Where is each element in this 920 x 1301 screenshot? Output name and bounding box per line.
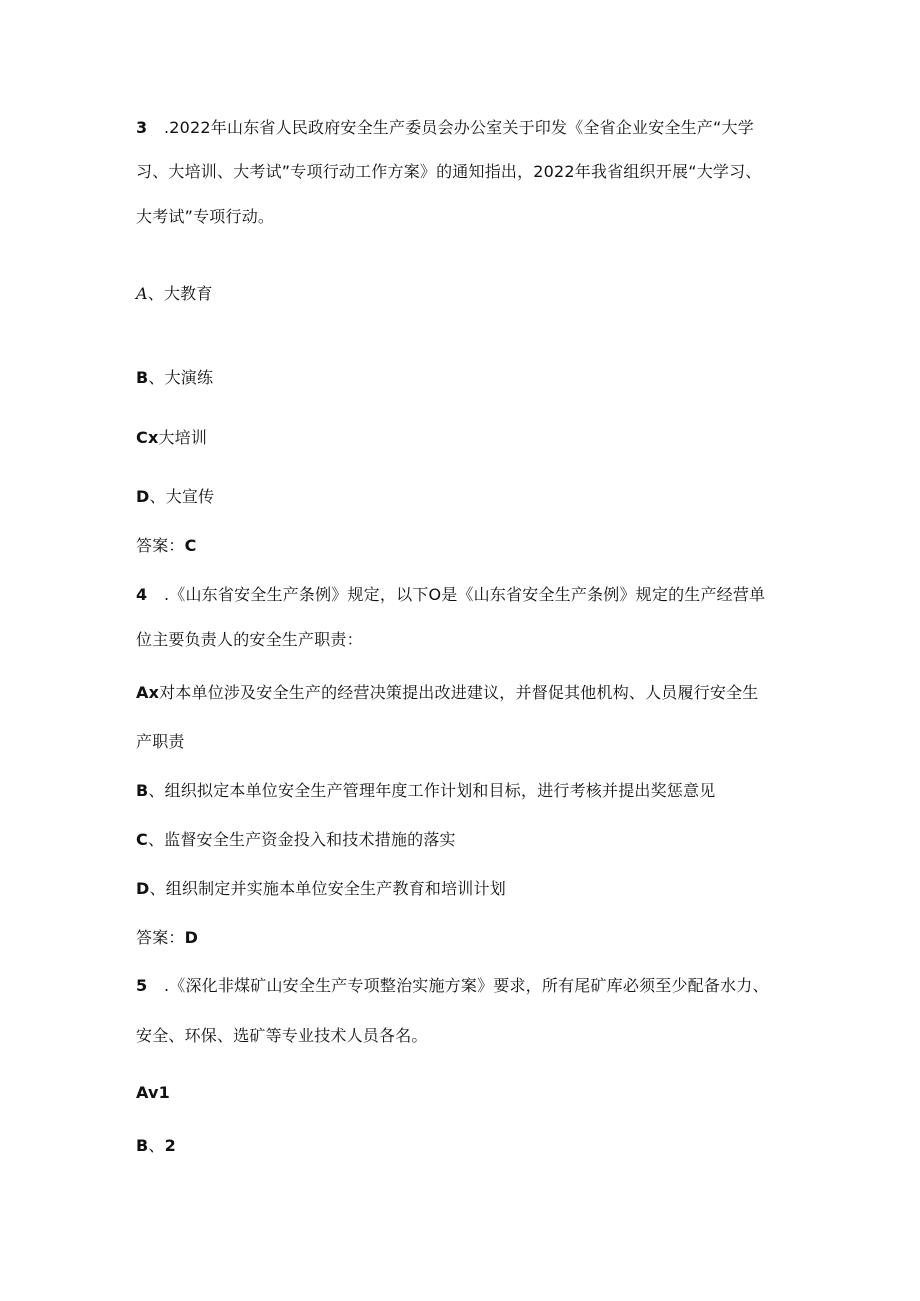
option-sep: 、 [147, 830, 165, 849]
question-text: .《深化非煤矿山安全生产专项整治实施方案》要求，所有尾矿库必须至少配备水力、 [164, 976, 769, 995]
question-4-line-2 [136, 630, 363, 650]
option-label: A [136, 284, 148, 303]
option-label: C [136, 830, 148, 849]
option-text: 大培训 [158, 428, 208, 447]
question-4-line-1 [136, 585, 765, 605]
option-a [136, 284, 213, 304]
question-3-line-2 [136, 162, 762, 182]
option-sep: 、 [148, 1136, 165, 1155]
option-sep: 、 [147, 284, 164, 303]
option-label: Ax [136, 683, 160, 702]
option-text: 对本单位涉及安全生产的经营决策提出改进建议，并督促其他机构、人员履行安全生 [159, 683, 759, 702]
option-text: 监督安全生产资金投入和技术措施的落实 [164, 830, 456, 849]
answer-prefix: 答案： [136, 928, 185, 947]
question-text: 习、大培训、大考试”专项行动工作方案》的通知指出，2022年我省组织开展“大学习、 [136, 162, 762, 181]
answer-value: D [184, 928, 199, 947]
question-number: 3 [136, 118, 148, 137]
answer-line [136, 928, 198, 948]
option-a [136, 683, 759, 703]
option-sep: 、 [149, 487, 166, 506]
question-text: .2022年山东省人民政府安全生产委员会办公室关于印发《全省企业安全生产“大学 [164, 118, 754, 137]
option-b [136, 368, 213, 388]
question-3-line-1 [136, 118, 754, 138]
option-label: B [136, 1136, 149, 1155]
option-d [136, 879, 506, 899]
option-a-continued [136, 732, 185, 752]
question-3-line-3 [136, 207, 274, 227]
option-c [136, 830, 456, 850]
option-b [136, 781, 715, 801]
option-c [136, 428, 207, 448]
option-text: 组织制定并实施本单位安全生产教育和培训计划 [165, 879, 506, 898]
option-label: D [136, 487, 150, 506]
question-text: 位主要负责人的安全生产职责： [136, 630, 363, 649]
option-b [136, 1136, 176, 1156]
option-text: 大教育 [163, 284, 213, 303]
answer-line [136, 536, 197, 556]
question-number: 4 [136, 585, 148, 604]
option-label: B [136, 781, 149, 800]
option-sep: 、 [148, 368, 165, 387]
question-text: .《山东省安全生产条例》规定，以下O是《山东省安全生产条例》规定的生产经营单 [164, 585, 766, 604]
question-5-line-2 [136, 1026, 428, 1046]
option-label: B [136, 368, 149, 387]
option-d [136, 487, 214, 507]
option-text: 2 [164, 1136, 176, 1155]
option-sep: 、 [148, 781, 165, 800]
option-text: 组织拟定本单位安全生产管理年度工作计划和目标，进行考核并提出奖惩意见 [164, 781, 716, 800]
option-label: D [136, 879, 150, 898]
question-number: 5 [136, 976, 148, 995]
option-text: 产职责 [136, 732, 185, 751]
question-5-line-1 [136, 976, 769, 996]
question-text: 大考试”专项行动。 [136, 207, 275, 226]
option-a [136, 1083, 170, 1103]
option-label: Cx [136, 428, 159, 447]
option-label: Av1 [136, 1083, 170, 1102]
option-sep: 、 [149, 879, 166, 898]
answer-value: C [184, 536, 197, 555]
option-text: 大宣传 [165, 487, 215, 506]
question-text: 安全、环保、选矿等专业技术人员各名。 [136, 1026, 428, 1045]
answer-prefix: 答案： [136, 536, 185, 555]
option-text: 大演练 [164, 368, 214, 387]
